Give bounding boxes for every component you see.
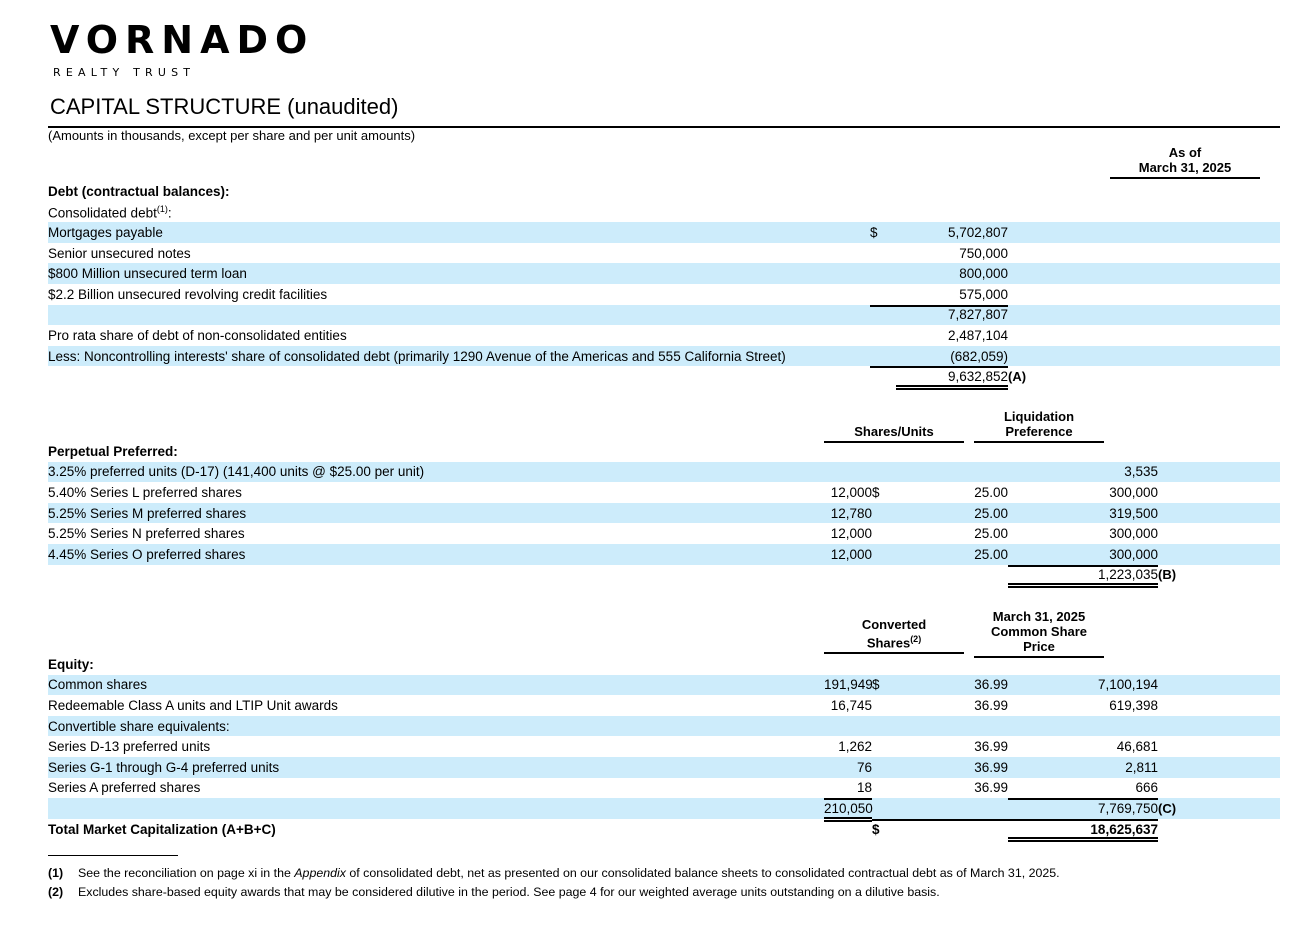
preferred-row-label: 5.40% Series L preferred shares	[48, 484, 242, 500]
equity-row-price: 36.99	[974, 780, 1008, 796]
preferred-row-liquidation: 25.00	[974, 526, 1008, 542]
share-price-line3: Price	[1023, 639, 1055, 654]
preferred-row-shares	[824, 462, 872, 483]
converted-shares-header	[824, 617, 964, 654]
consolidated-debt-label: Consolidated debt$^{(1)}$:	[48, 203, 172, 221]
equity-row-value: 7,100,194	[1097, 677, 1158, 693]
noncontrolling-interests-value: (682,059)	[950, 348, 1008, 364]
table-row	[48, 243, 1280, 264]
equity-row-value: 46,681	[1116, 739, 1158, 755]
shares-units-label: Shares/Units	[854, 424, 934, 439]
preferred-row-currency	[872, 462, 898, 483]
equity-row-currency	[872, 716, 898, 737]
equity-row-shares: 191,949	[824, 677, 873, 693]
table-row	[48, 778, 1280, 799]
equity-row-price: 36.99	[974, 677, 1008, 693]
debt-row-value: 750,000	[959, 245, 1008, 261]
debt-row-currency: $	[870, 224, 878, 240]
debt-table	[48, 181, 1280, 387]
equity-row-currency	[872, 778, 898, 799]
pro-rata-value: 2,487,104	[947, 327, 1008, 343]
as-of-header	[1110, 145, 1260, 179]
debt-section-label: Debt (contractual balances):	[48, 183, 230, 199]
equity-row-shares: 76	[856, 759, 872, 775]
footnotes	[48, 864, 1288, 902]
logo-wordmark: VORNADO	[50, 18, 315, 62]
equity-subtotal-value: 7,769,750	[1008, 798, 1158, 819]
table-row	[48, 503, 1280, 524]
equity-row-currency	[872, 695, 898, 716]
common-share-price-header	[974, 609, 1104, 658]
table-row	[48, 284, 1280, 305]
debt-section-header-row	[48, 181, 1280, 202]
preferred-total-value: 1,223,035	[1008, 565, 1158, 586]
preferred-total-tag: (B)	[1158, 567, 1177, 583]
debt-row-label: $800 Million unsecured term loan	[48, 266, 247, 282]
pro-rata-label: Pro rata share of debt of non-consolidated entities	[48, 327, 347, 343]
preferred-row-value: 3,535	[1124, 464, 1158, 480]
equity-row-price	[898, 716, 1008, 737]
equity-row-shares: 16,745	[830, 697, 872, 713]
table-row	[48, 736, 1280, 757]
table-row	[48, 716, 1280, 737]
equity-row-value: 619,398	[1109, 697, 1158, 713]
preferred-row-shares: 12,000	[830, 526, 872, 542]
footnote-divider	[48, 855, 178, 856]
preferred-row-liquidation: 25.00	[974, 505, 1008, 521]
total-market-cap-value: 18,625,637	[1008, 819, 1158, 840]
table-row	[48, 544, 1280, 565]
perpetual-preferred-table	[48, 441, 1280, 585]
footnote-1-mark: (1)	[48, 866, 64, 880]
footnote-2-mark: (2)	[48, 885, 64, 899]
equity-row-label: Series D-13 preferred units	[48, 739, 211, 755]
equity-row-price: 36.99	[974, 739, 1008, 755]
preferred-row-value: 300,000	[1109, 484, 1158, 500]
liquidation-line1: Liquidation	[1003, 409, 1075, 424]
preferred-row-label: 5.25% Series N preferred shares	[48, 526, 245, 542]
equity-row-price: 36.99	[974, 759, 1008, 775]
preferred-row-shares: 12,780	[830, 505, 872, 521]
preferred-total-row	[48, 565, 1280, 586]
equity-row-label: Series G-1 through G-4 preferred units	[48, 759, 280, 775]
equity-subtotal-row	[48, 798, 1280, 819]
total-market-cap-row	[48, 819, 1280, 840]
footnote-2	[48, 883, 1288, 902]
equity-row-label: Series A preferred shares	[48, 780, 201, 796]
preferred-row-label: 5.25% Series M preferred shares	[48, 505, 247, 521]
converted-shares-line2: Shares$^{(2)}$	[866, 634, 922, 651]
preferred-row-value: 300,000	[1109, 526, 1158, 542]
as-of-rule	[1110, 177, 1260, 179]
equity-section-header-row	[48, 654, 1280, 675]
table-row	[48, 222, 1280, 243]
converted-shares-subtotal: 210,050	[824, 798, 872, 819]
debt-row-label: $2.2 Billion unsecured revolving credit facilities	[48, 286, 328, 302]
consolidated-debt-row	[48, 202, 1280, 223]
table-row	[48, 523, 1280, 544]
equity-row-value: 2,811	[1125, 759, 1158, 775]
table-row	[48, 695, 1280, 716]
total-market-cap-label: Total Market Capitalization (A+B+C)	[48, 821, 276, 837]
preferred-row-liquidation	[898, 462, 1008, 483]
equity-row-label: Convertible share equivalents:	[48, 718, 230, 734]
footnote-1-text: See the reconciliation on page xi in the Appendix of consolidated debt, net as presented on our consolidated balance sheets to consolidated contractual debt as of March 31, 2025.	[78, 866, 1060, 880]
share-price-line2: Common Share	[990, 624, 1088, 639]
debt-total-tag: (A)	[1008, 369, 1027, 385]
debt-row-value: 5,702,807	[947, 224, 1008, 240]
preferred-row-currency: $	[872, 484, 880, 500]
preferred-section-header-row	[48, 441, 1280, 462]
table-row	[48, 462, 1280, 483]
equity-row-shares: 18	[856, 780, 872, 796]
equity-row-value	[1008, 716, 1158, 737]
equity-table	[48, 654, 1280, 839]
table-row	[48, 757, 1280, 778]
debt-total-value: 9,632,852	[896, 366, 1008, 387]
debt-row-label: Senior unsecured notes	[48, 245, 191, 261]
preferred-row-currency	[872, 523, 898, 544]
equity-row-currency	[872, 736, 898, 757]
table-row	[48, 346, 1280, 367]
preferred-section-label: Perpetual Preferred:	[48, 443, 178, 459]
equity-row-value: 666	[1135, 780, 1158, 796]
as-of-line2: March 31, 2025	[1138, 160, 1232, 175]
page-title: CAPITAL STRUCTURE (unaudited)	[50, 94, 399, 119]
preferred-row-shares: 12,000	[830, 484, 872, 500]
equity-subtotal-tag: (C)	[1158, 800, 1177, 816]
footnote-1	[48, 864, 1288, 883]
preferred-row-value: 319,500	[1109, 505, 1158, 521]
equity-row-label: Redeemable Class A units and LTIP Unit awards	[48, 697, 338, 713]
liquidation-line2: Preference	[1005, 424, 1073, 439]
equity-row-label: Common shares	[48, 677, 148, 693]
consolidated-debt-subtotal: 7,827,807	[896, 305, 1008, 326]
preferred-row-shares: 12,000	[830, 546, 872, 562]
preferred-row-label: 3.25% preferred units (D-17) (141,400 units @ $25.00 per unit)	[48, 464, 425, 480]
table-row	[48, 325, 1280, 346]
footnote-2-text: Excludes share-based equity awards that may be considered dilutive in the period. See page 4 for our weighted average units outstanding on a dilutive basis.	[78, 885, 940, 899]
converted-shares-line1: Converted	[861, 617, 927, 632]
debt-total-row	[48, 366, 1280, 387]
as-of-line1: As of	[1168, 145, 1202, 160]
preferred-row-currency	[872, 503, 898, 524]
preferred-row-label: 4.45% Series O preferred shares	[48, 546, 246, 562]
equity-section-label: Equity:	[48, 656, 94, 672]
equity-row-shares	[824, 716, 872, 737]
vornado-logo	[50, 20, 314, 80]
equity-row-currency: $	[872, 677, 880, 693]
table-row	[48, 482, 1280, 503]
amounts-note: (Amounts in thousands, except per share and per unit amounts)	[48, 128, 416, 143]
logo-tagline: REALTY TRUST	[53, 66, 196, 79]
liquidation-preference-header	[974, 409, 1104, 443]
noncontrolling-interests-label: Less: Noncontrolling interests' share of consolidated debt (primarily 1290 Avenue of the Americas and 555 California Street)	[48, 348, 786, 364]
debt-row-currency	[870, 243, 896, 264]
table-row	[48, 263, 1280, 284]
debt-row-value: 800,000	[959, 266, 1008, 282]
debt-row-label: Mortgages payable	[48, 224, 163, 240]
preferred-row-liquidation: 25.00	[974, 546, 1008, 562]
debt-row-currency	[870, 263, 896, 284]
share-price-line1: March 31, 2025	[992, 609, 1086, 624]
equity-row-price: 36.99	[974, 697, 1008, 713]
equity-row-shares: 1,262	[838, 739, 872, 755]
table-row	[48, 675, 1280, 696]
preferred-row-liquidation: 25.00	[974, 484, 1008, 500]
consolidated-debt-subtotal-row	[48, 305, 1280, 326]
debt-row-value: 575,000	[959, 286, 1008, 302]
total-market-cap-currency: $	[872, 819, 898, 840]
debt-row-currency	[870, 284, 896, 305]
preferred-row-currency	[872, 544, 898, 565]
preferred-row-value: 300,000	[1109, 546, 1158, 562]
equity-row-currency	[872, 757, 898, 778]
